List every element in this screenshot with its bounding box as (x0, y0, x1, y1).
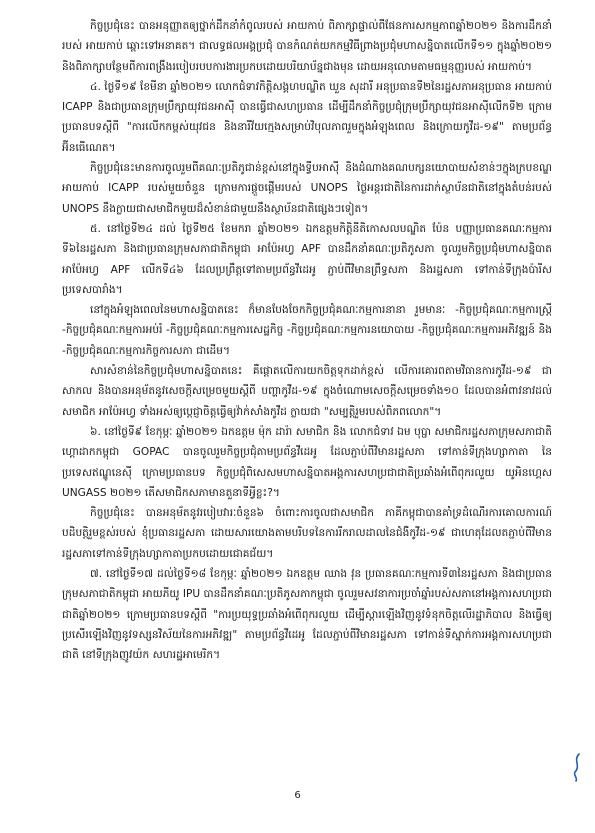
paragraph-icapp-meeting: កិច្ចប្រជុំនេះ បានអនុញ្ញាតឲ្យថ្នាក់ដឹកនាំកំពូលរបស់ អាយកាប់ ពិភាក្សាផ្ទាល់ពីផែនការសកម្មភាពឆ្នាំ២០២១ និងការដឹកនាំរបស់ អាយកាប់ ឆ្ពោះទៅអនាគត។ ជាលទ្ធផលអង្គប្រជុំ បានកំណត់យកកម្មវិធីព្រាងប្រជុំមហាសន្និបាតលើកទី១១ ក្នុងឆ្នាំ២០២១ និងពិភាក្សាបន្ថែមពីការពង្រឹងរបៀបរបបការងារប្រកបដោយបរិយាប័ន្នជាងមុន ដោយអនុលោមតាមធម្មនុញ្ញរបស់ អាយកាប់។ (62, 20, 552, 73)
paragraph-item-4-detail: កិច្ចប្រជុំនេះមានការចូលរួមពីគណៈប្រតិភូជាន់ខ្ពស់នៅក្នុងទ្វីបអាស៊ី និងដំណាងគណបក្សនយោបាយសំខាន់ៗក្នុងក្របខណ្ឌ អាយកាប់ ICAPP របស់មួយចំនួន ក្រោមការផ្ដួចផ្ដើមរបស់ UNOPS ថ្ងៃអន្តរជាតិនៃការដាក់ស្ថាប័នជាតិនៅក្នុងតំបន់របស់ UNOPS នឹងក្លាយជាសមាជិកមួយដ៏សំខាន់ជាមួយនឹងស្ថាប័នជាតិផ្សេងៗទៀត។ (62, 162, 552, 215)
paragraph-item-5: ៥. នៅថ្ងៃទី២៤ ដល់ ថ្ងៃទី២៥ ខែមករា ឆ្នាំ២០២១ ឯកឧត្តមកិត្តិនីតិកោសលបណ្ឌិត ប៉ែន បញ្ញាប្រធានគណៈកម្មការទី៦នៃរដ្ឋសភា និងជាប្រធានក្រុមសភាជាតិកម្ពុជា អាប៉ែអហ្វ APF បានដឹកនាំគណៈប្រតិភូសភា ចូលរួមកិច្ចប្រជុំមហាសន្និបាត អាប៉ែអហ្វ APF លើកទី៤៦ ដែលប្រព្រឹត្តទៅតាមប្រព័ន្ធវីដេអូ ភ្ជាប់ពីវិមានព្រឹទ្ធសភា និងរដ្ឋសភា ទៅកាន់ទីក្រុងប៉ារីស ប្រទេសបារាំង។ (62, 222, 552, 296)
paragraph-item-7: ៧. នៅថ្ងៃទី១៧ ដល់ថ្ងៃទី១៨ ខែកុម្ភៈ ឆ្នាំ២០២១ ឯកឧត្តម ឈាង វុន ប្រធានគណៈកម្មការទី៣នៃរដ្ឋសភា និងជាប្រធានក្រុមសភាជាតិកម្ពុជា អាយភីយូ IPU បានដឹកនាំគណៈប្រតិភូសភាកម្ពុជា ចូលរួមសវនាការប្រចាំឆ្នាំរបស់សភានៅអង្គការសហប្រជាជាតិឆ្នាំ២០២១ ក្រោមប្រធានបទស្តីពី "ការប្រយុទ្ធប្រឆាំងអំពើពុករលួយ ដើម្បីស្តារឡើងវិញនូវទំនុកចិត្តលើរដ្ឋាភិបាល និងធ្វើឲ្យប្រសើរឡើងវិញនូវទស្សនវិស័យនៃការអភិវឌ្ឍ" តាមប្រព័ន្ធវីដេអូ ដែលភ្ជាប់ពីវិមានរដ្ឋសភា ទៅកាន់ទីស្នាក់ការអង្គការសហប្រជាជាតិ នៅទីក្រុងញូវយ៉ក សហរដ្ឋអាមេរិក។ (62, 568, 552, 662)
page-number: 6 (294, 790, 301, 801)
paragraph-item-6-detail: កិច្ចប្រជុំនេះ បានអនុម័តនូវរបៀបវារៈចំនួន៦ ចំពោះការចូលជាសមាជិក ភាគីកម្ពុជាបានគាំទ្រដំណើរការគោលការណ៍បដិបត្តិរួមខ្ពស់របស់ ខុំប្រធានរដ្ឋសភា ដោយសារយោងតាមបរិបទនៃការរីករាលដាលនៃជំងឺកូវីដ-១៩ ជាហេតុដែលតភ្ជាប់ពីវិមានរដ្ឋសភាទៅកាន់ទីក្រុងហ្សាកាតាប្រកបដោយជោគជ័យ។ (62, 507, 552, 560)
paragraph-item-6: ៦. នៅថ្ងៃទី៩ ខែកុម្ភៈ ឆ្នាំ២០២១ ឯកឧត្តម ម៉ុក ដារ៉ា សមាជិក និង លោកជំទាវ ឯម បុប្ផា សមាជិករដ្ឋសភាក្រុមសភាជាតិ ហ្គោដាកកម្ពុជា GOPAC បានចូលរួមកិច្ចប្រជុំតាមប្រព័ន្ធវីដេអូ ដែលភ្ជាប់ពីវិមានរដ្ឋសភា ទៅកាន់ទីក្រុងហ្សាកាតា នៃប្រទេសឥណ្ឌូនេស៊ី ក្រោមប្រធានបទ កិច្ចប្រជុំពិសេសមហាសន្និបាតអង្គការសហប្រជាជាតិប្រឆាំងអំពើពុករលួយ យូអិនហ្គេស UNGASS ២០២១ តើសមាជិកសភាមានតួនាទីអ្វីខ្លះ?។ (62, 425, 552, 499)
margin-pen-mark (570, 752, 584, 782)
page-body (62, 16, 552, 666)
paragraph-item-4: ៤. ថ្ងៃទី១៩ ខែមីនា ឆ្នាំ២០២១ លោកជំទាវកិត្តិសង្គហបណ្ឌិត ឃួន សុដារី អនុប្រធានទី២នៃរដ្ឋសភាអនុប្រធាន អាយកាប់ ICAPP និងជាប្រធានក្រុមប្រឹក្សាយុវជនអាស៊ី បានធ្វើជាសហប្រធាន ដើម្បីដឹកនាំកិច្ចប្រជុំក្រុមប្រឹក្សាយុវជនអាស៊ីលើកទី២ ក្រោមប្រធានបទស្តីពី "ការលើកកម្ពស់យុវជន និងនារីវ័យក្មេងសម្រាប់វិបុលភាពរួមក្នុងអំឡុងពេល និងក្រោយកូវីដ-១៩" តាមប្រព័ន្ធអ៊ីនធើណេត។ (62, 80, 552, 154)
paragraph-item-5-resolution: សារសំខាន់នៃកិច្ចប្រជុំមហាសន្និបាតនេះ គឺផ្ដោតលើការយកចិត្តទុកដាក់ខ្ពស់ លើការគោរពតាមវិធានការកូវីដ-១៩ ជាសាកល និងបានអនុម័តនូវសេចក្តីសម្រេចមួយស្ដីពី បញ្ហាកូវីដ-១៩ ក្នុងចំណោមសេចក្តីសម្រេចទាំង១០ ដែលបានអំពាវនាវដល់សមាជិក អាប៉ែអហ្វ ទាំងអស់ឲ្យប្ដេជ្ញាចិត្តធ្វើឲ្យវ៉ាក់សាំងកូវីដ ក្លាយជា "សម្បត្តិរួមរបស់ពិភពលោក"។ (62, 365, 552, 418)
paragraph-item-5-committees: នៅក្នុងអំឡុងពេលនៃមហាសន្និបាតនេះ ក៏មានបែងចែកកិច្ចប្រជុំគណៈកម្មការនានា រួមមានៈ -កិច្ចប្រជុំគណៈកម្មការស្ត្រី -កិច្ចប្រជុំគណៈកម្មការអប់រំ -កិច្ចប្រជុំគណៈកម្មការសេដ្ឋកិច្ច -កិច្ចប្រជុំគណៈកម្មការនយោបាយ -កិច្ចប្រជុំគណៈកម្មការអភិវឌ្ឍន៍ និង -កិច្ចប្រជុំគណៈកម្មការកិច្ចការសភា ជាដើម។ (62, 304, 552, 357)
